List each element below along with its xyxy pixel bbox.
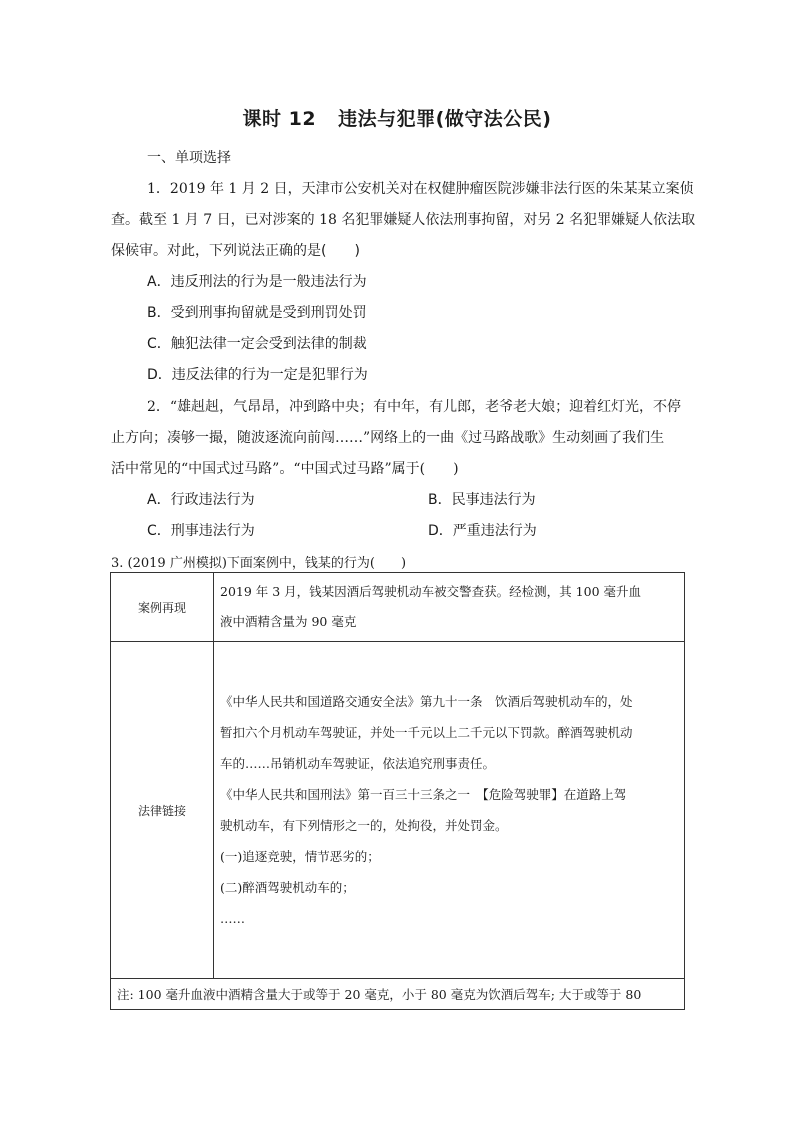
section-header: 一、单项选择: [147, 150, 231, 166]
law-line-8: ……: [220, 911, 245, 926]
case-line-2: 液中酒精含量为 90 毫克: [220, 614, 357, 629]
note-row: [111, 979, 685, 1010]
page-title: [0, 104, 794, 131]
lesson-number: 课时 12: [242, 108, 317, 130]
q1-line-2: 查。截至 1 月 7 日，已对涉案的 18 名犯罪嫌疑人依法刑事拘留，对另 2 名犯罪嫌疑人依法取: [111, 212, 696, 228]
q2-option-b[interactable]: B．民事违法行为: [428, 492, 536, 508]
law-content-cell: [214, 642, 685, 979]
q1-option-a[interactable]: A．违反刑法的行为是一般违法行为: [147, 274, 367, 290]
law-line-7: (二)醉酒驾驶机动车的；: [220, 880, 355, 895]
case-content-cell: [214, 573, 685, 642]
case-table: [110, 572, 685, 1010]
law-line-5: 驶机动车，有下列情形之一的，处拘役，并处罚金。: [220, 818, 508, 833]
q1-option-d[interactable]: D．违反法律的行为一定是犯罪行为: [147, 367, 368, 383]
q2-line-3: 活中常见的“中国式过马路”。“中国式过马路”属于( ): [111, 461, 459, 477]
law-row: [111, 642, 685, 979]
law-line-1: 《中华人民共和国道路交通安全法》第九十一条 饮酒后驾驶机动车的，处: [220, 694, 633, 709]
case-line-1: 2019 年 3 月，钱某因酒后驾驶机动车被交警查获。经检测，其 100 毫升血: [220, 584, 641, 599]
q1-option-c[interactable]: C．触犯法律一定会受到法律的制裁: [147, 336, 367, 352]
lesson-topic: 违法与犯罪(做守法公民): [338, 108, 552, 130]
q1-line-1: 1．2019 年 1 月 2 日，天津市公安机关对在权健肿瘤医院涉嫌非法行医的朱某某立案侦: [147, 181, 694, 197]
case-label-cell: 案例再现: [111, 573, 214, 642]
q2-line-1: 2．“雄赳赳，气昂昂，冲到路中央；有中年，有儿郎，老爷老大娘；迎着红灯光，不停: [147, 399, 682, 415]
law-line-3: 车的……吊销机动车驾驶证，依法追究刑事责任。: [220, 756, 496, 771]
law-label-cell: 法律链接: [111, 642, 214, 979]
q2-option-a[interactable]: A．行政违法行为: [147, 492, 255, 508]
q1-option-b[interactable]: B．受到刑事拘留就是受到刑罚处罚: [147, 305, 367, 321]
law-line-2: 暂扣六个月机动车驾驶证，并处一千元以上二千元以下罚款。醉酒驾驶机动: [220, 725, 633, 740]
note-cell: 注: 100 毫升血液中酒精含量大于或等于 20 毫克，小于 80 毫克为饮酒后驾车; 大于或等于 80: [111, 979, 685, 1010]
law-line-6: (一)追逐竞驶，情节恶劣的；: [220, 849, 380, 864]
case-row: [111, 573, 685, 642]
law-line-4: 《中华人民共和国刑法》第一百三十三条之一 【危险驾驶罪】在道路上驾: [220, 787, 627, 802]
q3-stem: 3. (2019 广州模拟)下面案例中，钱某的行为( ): [111, 556, 407, 571]
q1-line-3: 保候审。对此，下列说法正确的是( ): [111, 243, 360, 259]
q2-option-c[interactable]: C．刑事违法行为: [147, 523, 255, 539]
q2-option-d[interactable]: D．严重违法行为: [428, 523, 537, 539]
q2-line-2: 止方向；凑够一撮，随波逐流向前闯……”网络上的一曲《过马路战歌》生动刻画了我们生: [111, 430, 665, 446]
